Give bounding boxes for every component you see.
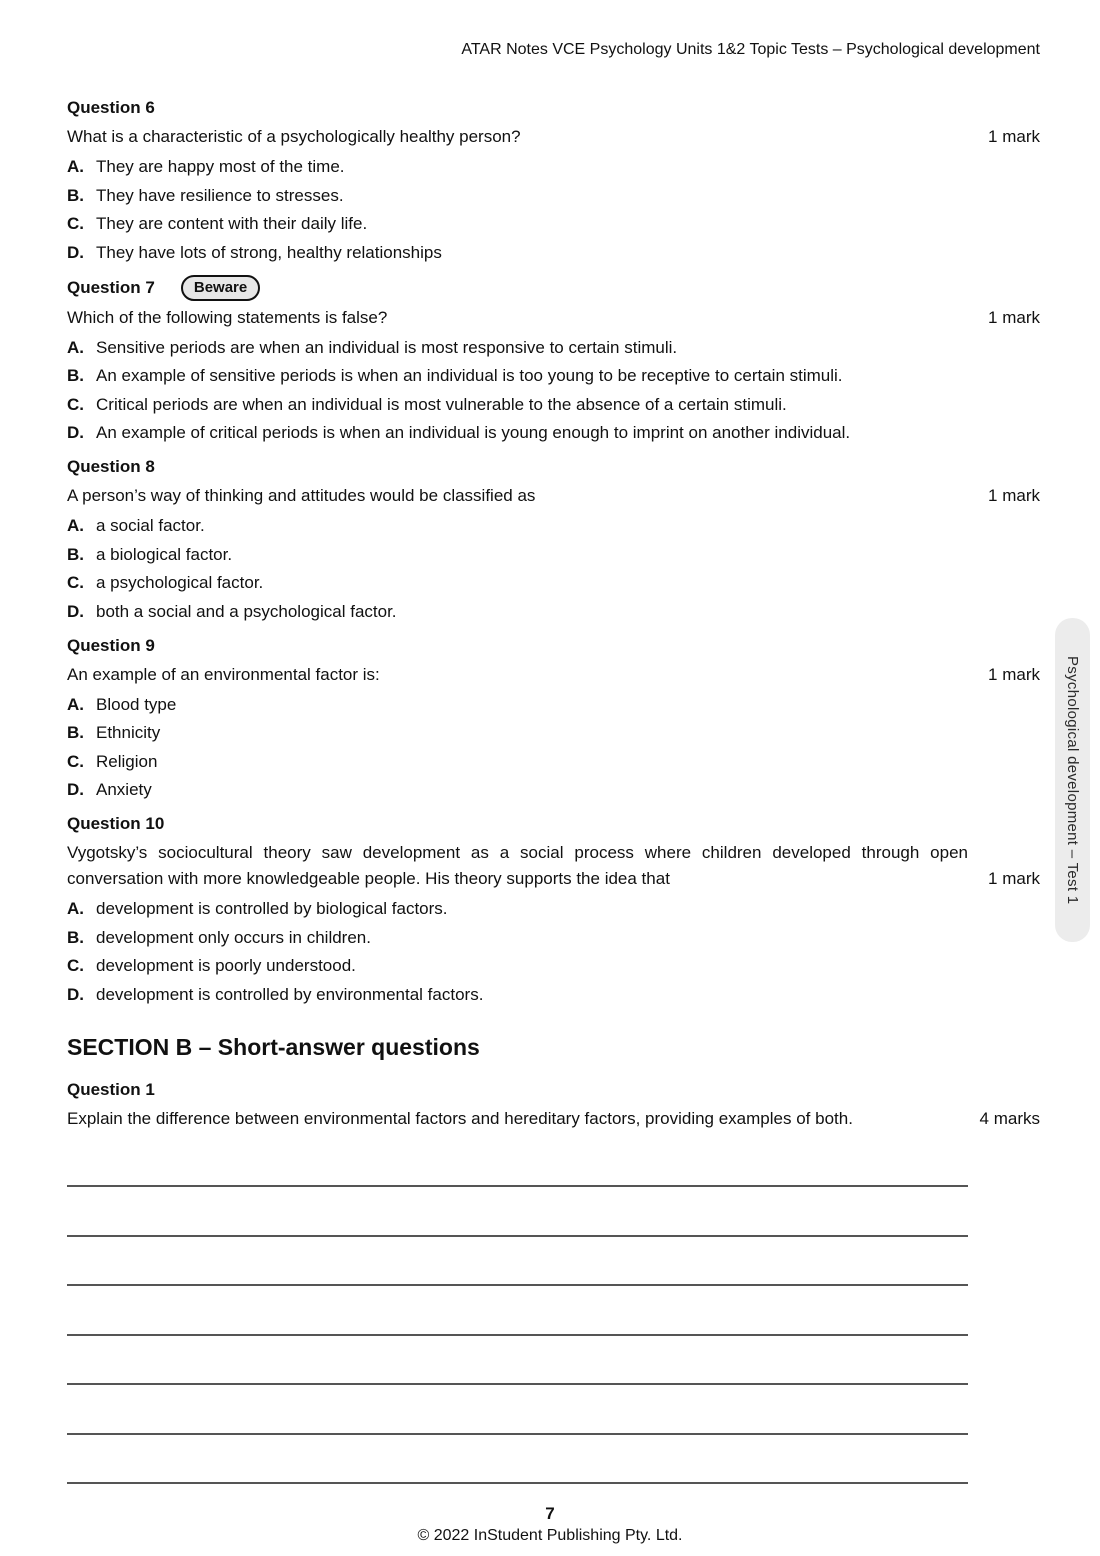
option-text: Sensitive periods are when an individual is most responsive to certain stimuli. (96, 337, 678, 357)
marks-label: 1 mark (988, 486, 1040, 505)
option-letter: C. (67, 394, 84, 414)
side-tab (1055, 618, 1090, 942)
question-text: A person’s way of thinking and attitudes would be classified as (67, 486, 536, 505)
question-line (67, 662, 1040, 688)
option-d (67, 779, 1040, 801)
copyright-text: © 2022 InStudent Publishing Pty. Ltd. (417, 1527, 683, 1544)
option-letter: B. (67, 723, 84, 742)
question-heading (67, 455, 1040, 479)
option-c (67, 213, 1040, 235)
option-text: development only occurs in children. (96, 927, 371, 947)
answer-lines-area (67, 1138, 968, 1485)
question-block-7 (67, 275, 1040, 445)
option-letter: A. (67, 337, 84, 357)
option-d (67, 422, 1040, 444)
question-block-8 (67, 455, 1040, 623)
marks-label: 1 mark (988, 127, 1040, 146)
option-letter: C. (67, 214, 84, 233)
page-number: 7 (545, 1504, 555, 1523)
question-heading (67, 812, 1040, 836)
option-text: Critical periods are when an individual is most vulnerable to the absence of a certain stimuli. (96, 394, 787, 414)
option-letter: C. (67, 956, 84, 975)
option-letter: B. (67, 366, 84, 385)
question-line (67, 305, 1040, 331)
option-letter: A. (67, 694, 84, 714)
page-footer (0, 1503, 1100, 1546)
side-tab-label: Psychological development – Test 1 (1064, 655, 1081, 905)
question-block-10 (67, 812, 1040, 1006)
question-line (67, 124, 1040, 150)
option-c (67, 572, 1040, 594)
answer-line (67, 1336, 968, 1386)
question-heading (67, 1078, 1040, 1102)
answer-line (67, 1385, 968, 1435)
option-a (67, 694, 1040, 716)
question-text: Vygotsky’s sociocultural theory saw development as a social process where children developed through open conversation with more knowledgeable people. His theory supports the idea that (67, 843, 968, 888)
question-number: Question 10 (67, 814, 165, 833)
option-b (67, 365, 1040, 387)
option-b (67, 544, 1040, 566)
option-text: They are content with their daily life. (96, 214, 368, 233)
option-d (67, 984, 1040, 1006)
option-c (67, 751, 1040, 773)
section-b-heading: SECTION B – Short-answer questions (67, 1033, 480, 1060)
option-letter: B. (67, 544, 84, 564)
question-number: Question 7 (67, 277, 155, 297)
question-line (67, 840, 1040, 892)
answer-line (67, 1435, 968, 1485)
question-line (67, 483, 1040, 509)
question-number: Question 6 (67, 98, 155, 117)
marks-label: 1 mark (988, 869, 1040, 888)
option-letter: D. (67, 780, 84, 799)
option-letter: A. (67, 899, 84, 918)
option-a (67, 156, 1040, 178)
section-b-question-1 (67, 1078, 1040, 1485)
option-text: a biological factor. (96, 544, 233, 564)
option-text: Religion (96, 751, 158, 771)
option-letter: C. (67, 573, 84, 592)
option-b (67, 927, 1040, 949)
option-letter: B. (67, 185, 84, 205)
option-d (67, 601, 1040, 623)
option-letter: D. (67, 984, 84, 1004)
option-text: a psychological factor. (96, 573, 264, 592)
option-a (67, 515, 1040, 537)
option-text: An example of critical periods is when an individual is young enough to imprint on another individual. (96, 423, 851, 442)
answer-line (67, 1138, 968, 1188)
marks-label: 1 mark (988, 307, 1040, 327)
option-letter: D. (67, 242, 84, 262)
option-text: They have lots of strong, healthy relationships (96, 242, 442, 262)
option-c (67, 394, 1040, 416)
option-c (67, 955, 1040, 977)
option-text: Ethnicity (96, 723, 161, 742)
option-text: They are happy most of the time. (96, 157, 345, 176)
question-block-9 (67, 634, 1040, 802)
question-number: Question 8 (67, 457, 155, 476)
option-text: Blood type (96, 694, 177, 714)
option-letter: C. (67, 751, 84, 771)
option-text: development is controlled by biological factors. (96, 899, 448, 918)
question-heading (67, 275, 1040, 301)
page-header (0, 0, 1100, 60)
question-heading (67, 96, 1040, 120)
option-text: both a social and a psychological factor. (96, 601, 397, 621)
option-text: Anxiety (96, 780, 152, 799)
option-text: development is controlled by environmental factors. (96, 984, 484, 1004)
question-text: Which of the following statements is false? (67, 307, 388, 327)
option-letter: A. (67, 157, 84, 176)
option-a (67, 337, 1040, 359)
answer-line (67, 1237, 968, 1287)
option-text: They have resilience to stresses. (96, 185, 344, 205)
answer-line (67, 1286, 968, 1336)
question-number: Question 9 (67, 635, 155, 655)
option-text: development is poorly understood. (96, 956, 356, 975)
question-block-6 (67, 96, 1040, 264)
page-body (0, 96, 1100, 1484)
option-letter: A. (67, 516, 84, 535)
marks-label: 4 marks (979, 1108, 1040, 1128)
question-line (67, 1106, 1040, 1132)
question-text: What is a characteristic of a psychologically healthy person? (67, 127, 521, 146)
option-a (67, 898, 1040, 920)
option-b (67, 185, 1040, 207)
question-number: Question 1 (67, 1079, 155, 1099)
option-text: a social factor. (96, 516, 205, 535)
option-letter: B. (67, 927, 84, 947)
option-letter: D. (67, 423, 84, 442)
question-heading (67, 634, 1040, 658)
marks-label: 1 mark (988, 664, 1040, 684)
option-text: An example of sensitive periods is when an individual is too young to be receptive to certain stimuli. (96, 366, 843, 385)
option-b (67, 722, 1040, 744)
option-d (67, 242, 1040, 264)
option-letter: D. (67, 601, 84, 621)
answer-line (67, 1187, 968, 1237)
question-text: Explain the difference between environmental factors and hereditary factors, providing examples of both. (67, 1108, 853, 1128)
beware-badge: Beware (181, 275, 260, 301)
question-text: An example of an environmental factor is: (67, 664, 380, 684)
header-title: ATAR Notes VCE Psychology Units 1&2 Topic Tests – Psychological development (461, 41, 1040, 58)
